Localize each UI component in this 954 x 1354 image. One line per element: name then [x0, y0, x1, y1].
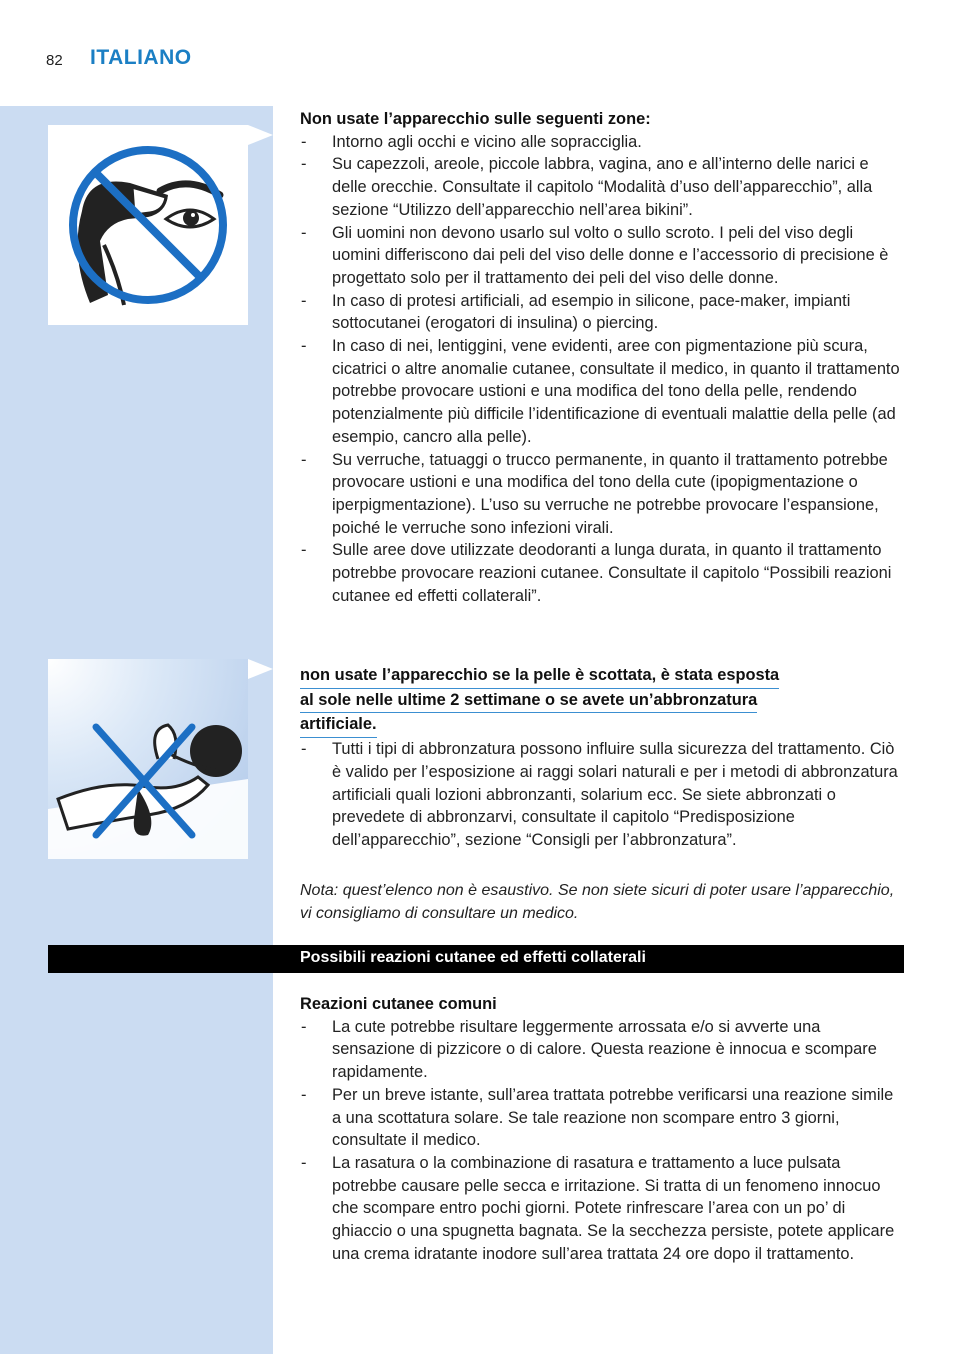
no-sunbathing-icon — [48, 659, 248, 859]
section-tan-list — [300, 738, 904, 852]
list-item: - In caso di nei, lentiggini, vene evidenti, aree con pigmentazione più scura, cicatrici o altre anomalie cutanee, consultate il medico, in quanto il trattamento potrebbe provocare ustioni e una modifica del tono della pelle, rendendo potenzialmente più difficile l’identificazione di eventuali malattie della pelle (ad esempio, cancro alla pelle). — [300, 335, 904, 449]
heading-line: al sole nelle ultime 2 settimane o se avete un’abbronzatura — [300, 689, 757, 714]
list-item: - Per un breve istante, sull’area trattata potrebbe verificarsi una reazione simile a una scottatura solare. Se tale reazione non scompare entro 3 giorni, consultate il medico. — [300, 1084, 904, 1152]
section-reactions — [300, 993, 904, 1265]
section-zones — [300, 108, 904, 607]
heading-line: artificiale. — [300, 713, 377, 738]
section-band — [48, 945, 904, 973]
figure-pointer — [248, 659, 273, 679]
list-item: - La rasatura o la combinazione di rasatura e trattamento a luce pulsata potrebbe causare pelle secca e irritazione. Si tratta di un fenomeno innocuo che scompare entro pochi giorni. Potete rinfrescare l’area con un po’ di ghiaccio o una spugnetta bagnata. Se la secchezza persiste, potete applicare una crema idratante inodore sull’area trattata 24 ore dopo il trattamento. — [300, 1152, 904, 1266]
list-item: - In caso di protesi artificiali, ad esempio in silicone, pace-maker, impianti sottocutanei (erogatori di insulina) o piercing. — [300, 290, 904, 335]
figure-pointer — [248, 125, 273, 145]
language-title: ITALIANO — [90, 46, 192, 69]
section-band-title: Possibili reazioni cutanee ed effetti collaterali — [300, 949, 646, 966]
no-eye-area-icon — [48, 125, 248, 325]
section-zones-list — [300, 131, 904, 608]
section-reactions-heading: Reazioni cutanee comuni — [300, 995, 497, 1013]
section-tan — [300, 664, 904, 852]
list-item: - Sulle aree dove utilizzate deodoranti a lunga durata, in quanto il trattamento potrebbe provocare reazioni cutanee. Consultate il capitolo “Possibili reazioni cutanee ed effetti collaterali”. — [300, 539, 904, 607]
section-reactions-list — [300, 1016, 904, 1266]
list-item: - Su capezzoli, areole, piccole labbra, vagina, ano e all’interno delle narici e delle orecchie. Consultate il capitolo “Modalità d’uso dell’apparecchio”, alla sezione “Utilizzo dell’apparecchio nell’area bikini”. — [300, 153, 904, 221]
list-item: - La cute potrebbe risultare leggermente arrossata e/o si avverte una sensazione di pizzicore o di calore. Questa reazione è innocua e scompare rapidamente. — [300, 1016, 904, 1084]
list-item: - Su verruche, tatuaggi o trucco permanente, in quanto il trattamento potrebbe provocare ustioni e una modifica del tono della cute (ipopigmentazione o iperpigmentazione). L’uso su verruche ne potrebbe provocare l’espansione, poiché le verruche sono infezioni virali. — [300, 449, 904, 540]
list-item: - Gli uomini non devono usarlo sul volto o sullo scroto. I peli del viso degli uomini differiscono dai peli del viso delle donne e l’accessorio di precisione è progettato solo per il trattamento dei peli del viso delle donne. — [300, 222, 904, 290]
page-number: 82 — [46, 52, 63, 69]
note-text: Nota: quest’elenco non è esaustivo. Se non siete sicuri di poter usare l’apparecchio, vi consigliamo di consultare un medico. — [300, 882, 895, 922]
list-item: - Intorno agli occhi e vicino alle sopracciglia. — [300, 131, 904, 154]
section-tan-heading — [300, 664, 904, 738]
section-zones-heading: Non usate l’apparecchio sulle seguenti zone: — [300, 110, 651, 128]
list-item: - Tutti i tipi di abbronzatura possono influire sulla sicurezza del trattamento. Ciò è valido per l’esposizione ai raggi solari naturali e per i metodi di abbronzatura artificiali quali lozioni abbronzanti, solarium ecc. Se siete abbronzati o prevedete di abbronzarvi, consultate il capitolo “Predisposizione dell’apparecchio”, sezione “Consigli per l’abbronzatura”. — [300, 738, 904, 852]
heading-line: non usate l’apparecchio se la pelle è scottata, è stata esposta — [300, 664, 779, 689]
